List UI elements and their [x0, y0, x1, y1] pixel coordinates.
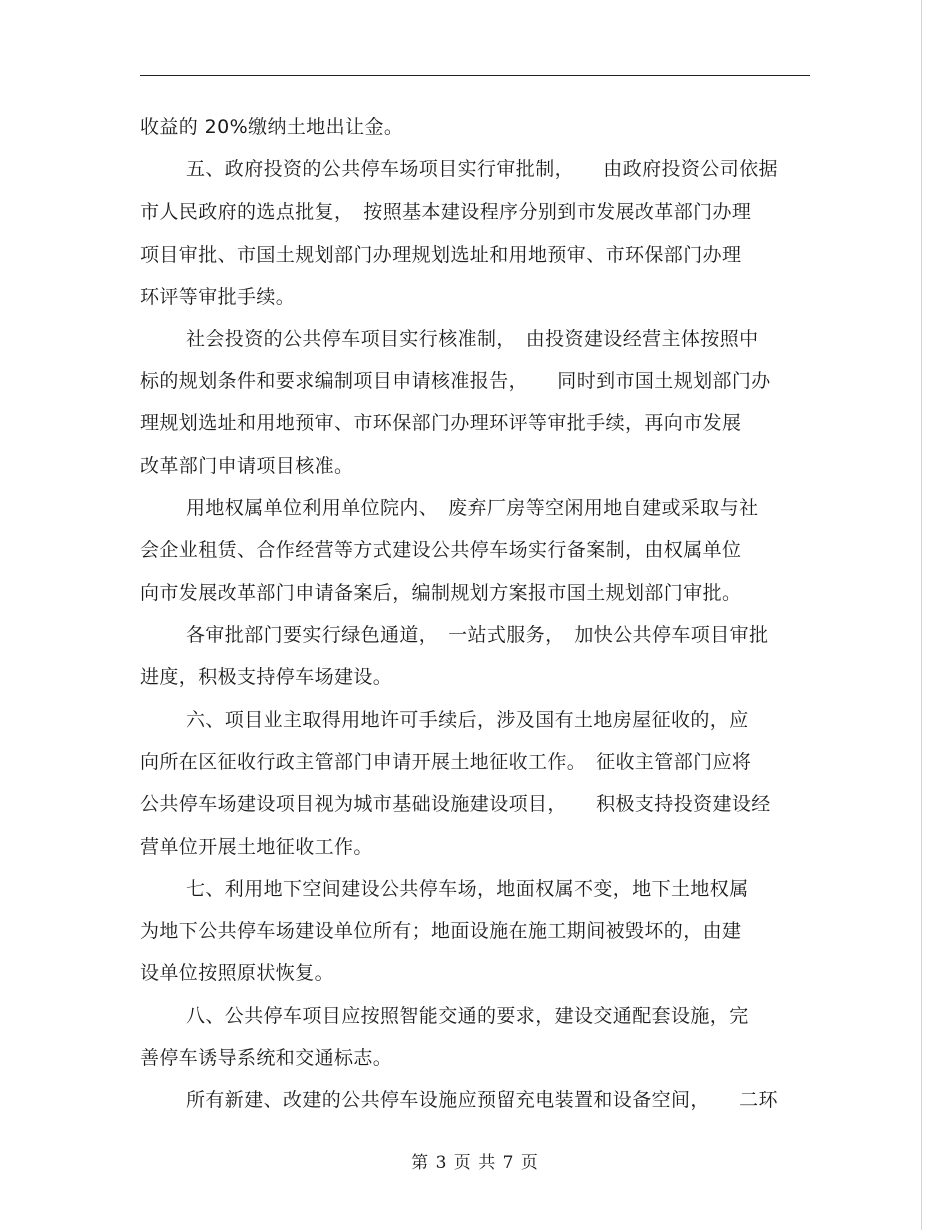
text-line: 向市发展改革部门申请备案后，编制规划方案报市国土规划部门审批。 [140, 582, 742, 604]
text-line: 为地下公共停车场建设单位所有；地面设施在施工期间被毁坏的，由建 [140, 920, 742, 942]
text-line: 善停车诱导系统和交通标志。 [140, 1047, 393, 1069]
text-line: 理规划选址和用地预审、市环保部门办理环评等审批手续，再向市发展 [140, 412, 742, 434]
text-line: 改革部门申请项目核准。 [140, 455, 354, 477]
text-line: 项目审批、市国土规划部门办理规划选址和用地预审、市环保部门办理 [140, 244, 742, 266]
page-number: 第 3 页 共 7 页 [411, 1153, 539, 1173]
text-line: 所有新建、改建的公共停车设施应预留充电装置和设备空间， 二环 [186, 1089, 778, 1111]
text-line: 七、利用地下空间建设公共停车场，地面权属不变，地下土地权属 [186, 878, 749, 900]
text-line: 市人民政府的选点批复， 按照基本建设程序分别到市发展改革部门办理 [140, 201, 752, 223]
text-line: 六、项目业主取得用地许可手续后，涉及国有土地房屋征收的，应 [186, 709, 749, 731]
text-line: 收益的 20%缴纳土地出让金。 [140, 116, 404, 138]
text-line: 社会投资的公共停车项目实行核准制， 由投资建设经营主体按照中 [186, 328, 759, 350]
page-edge [921, 0, 922, 1230]
text-line: 向所在区征收行政主管部门申请开展土地征收工作。 征收主管部门应将 [140, 751, 752, 773]
text-line: 环评等审批手续。 [140, 286, 296, 308]
text-line: 用地权属单位利用单位院内、 废弃厂房等空闲用地自建或采取与社 [186, 497, 759, 519]
header-rule [140, 75, 810, 76]
text-line: 八、公共停车项目应按照智能交通的要求，建设交通配套设施，完 [186, 1005, 749, 1027]
text-line: 营单位开展土地征收工作。 [140, 836, 373, 858]
text-line: 五、政府投资的公共停车场项目实行审批制， 由政府投资公司依据 [186, 158, 778, 180]
text-line: 会企业租赁、合作经营等方式建设公共停车场实行备案制，由权属单位 [140, 539, 742, 561]
text-line: 进度，积极支持停车场建设。 [140, 666, 393, 688]
text-line: 设单位按照原状恢复。 [140, 962, 335, 984]
text-line: 公共停车场建设项目视为城市基础设施建设项目， 积极支持投资建设经 [140, 793, 771, 815]
text-line: 标的规划条件和要求编制项目申请核准报告， 同时到市国土规划部门办 [140, 370, 771, 392]
text-line: 各审批部门要实行绿色通道， 一站式服务， 加快公共停车项目审批 [186, 624, 769, 646]
